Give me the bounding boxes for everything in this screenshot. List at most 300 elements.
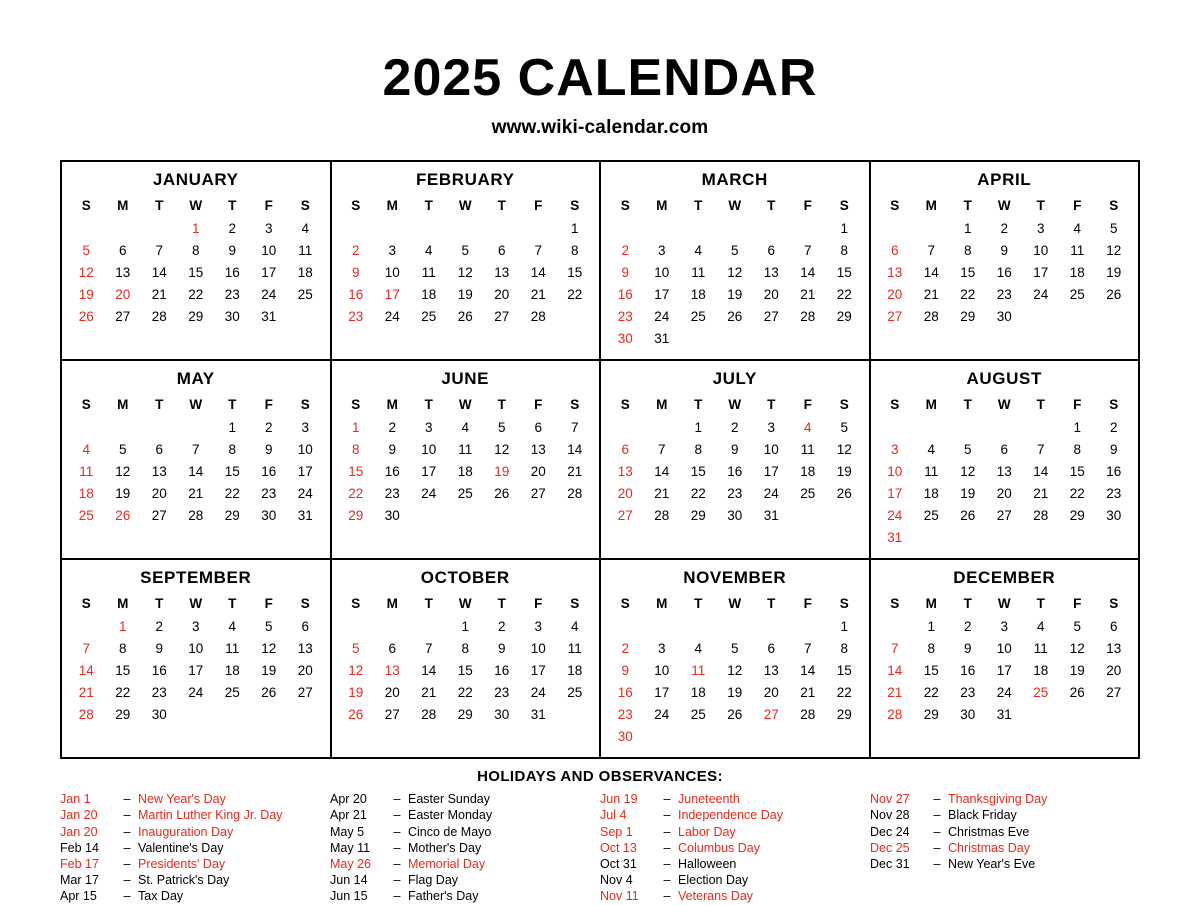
day-cell[interactable]: 19 — [1106, 264, 1122, 280]
day-cell[interactable]: 30 — [261, 507, 277, 523]
day-cell[interactable]: 6 — [890, 242, 899, 258]
day-cell[interactable]: 3 — [890, 441, 899, 457]
day-cell[interactable]: 4 — [927, 441, 935, 457]
day-cell[interactable]: 23 — [617, 308, 633, 324]
day-cell[interactable]: 18 — [78, 485, 94, 501]
day-cell[interactable]: 4 — [570, 618, 579, 634]
day-cell[interactable]: 9 — [1000, 242, 1008, 258]
day-cell[interactable]: 8 — [963, 242, 972, 258]
day-cell[interactable]: 31 — [530, 706, 546, 722]
day-cell[interactable]: 2 — [1109, 419, 1118, 435]
day-cell[interactable]: 23 — [960, 684, 976, 700]
day-cell[interactable]: 23 — [348, 308, 364, 324]
day-cell[interactable]: 17 — [261, 264, 277, 280]
day-cell[interactable]: 14 — [421, 662, 437, 678]
day-cell[interactable]: 26 — [261, 684, 277, 700]
day-cell[interactable]: 9 — [351, 264, 360, 280]
day-cell[interactable]: 8 — [840, 640, 848, 656]
day-cell[interactable]: 15 — [457, 662, 473, 678]
day-cell[interactable]: 7 — [803, 640, 812, 656]
day-cell[interactable]: 5 — [840, 419, 848, 435]
day-cell[interactable]: 11 — [924, 463, 939, 479]
day-cell[interactable]: 30 — [727, 507, 743, 523]
day-cell[interactable]: 2 — [264, 419, 273, 435]
day-cell[interactable]: 23 — [224, 286, 240, 302]
day-cell[interactable]: 11 — [1070, 242, 1085, 258]
day-cell[interactable]: 2 — [730, 419, 739, 435]
day-cell[interactable]: 22 — [188, 286, 204, 302]
day-cell[interactable]: 16 — [617, 684, 633, 700]
day-cell[interactable]: 29 — [690, 507, 706, 523]
day-cell[interactable]: 23 — [617, 706, 633, 722]
day-cell[interactable]: 11 — [691, 662, 706, 678]
day-cell[interactable]: 28 — [567, 485, 583, 501]
day-cell[interactable]: 8 — [694, 441, 702, 457]
day-cell[interactable]: 22 — [836, 684, 852, 700]
day-cell[interactable]: 20 — [384, 684, 400, 700]
day-cell[interactable]: 24 — [887, 507, 903, 523]
day-cell[interactable]: 26 — [115, 507, 131, 523]
day-cell[interactable]: 30 — [617, 728, 633, 744]
day-cell[interactable]: 13 — [996, 463, 1012, 479]
day-cell[interactable]: 19 — [727, 684, 743, 700]
day-cell[interactable]: 21 — [1033, 485, 1049, 501]
day-cell[interactable]: 29 — [836, 706, 852, 722]
day-cell[interactable]: 7 — [534, 242, 542, 258]
day-cell[interactable]: 1 — [927, 618, 935, 634]
day-cell[interactable]: 12 — [1069, 640, 1085, 656]
day-cell[interactable]: 13 — [297, 640, 313, 656]
day-cell[interactable]: 3 — [767, 419, 775, 435]
day-cell[interactable]: 3 — [191, 618, 200, 634]
day-cell[interactable]: 2 — [497, 618, 506, 634]
day-cell[interactable]: 6 — [155, 441, 163, 457]
day-cell[interactable]: 5 — [264, 618, 273, 634]
day-cell[interactable]: 29 — [1069, 507, 1085, 523]
day-cell[interactable]: 27 — [115, 308, 131, 324]
day-cell[interactable]: 8 — [927, 640, 935, 656]
day-cell[interactable]: 19 — [727, 286, 743, 302]
day-cell[interactable]: 24 — [421, 485, 437, 501]
day-cell[interactable]: 12 — [727, 264, 743, 280]
day-cell[interactable]: 25 — [297, 286, 313, 302]
day-cell[interactable]: 24 — [654, 706, 670, 722]
day-cell[interactable]: 24 — [384, 308, 400, 324]
day-cell[interactable]: 10 — [1033, 242, 1049, 258]
day-cell[interactable]: 7 — [570, 419, 579, 435]
day-cell[interactable]: 27 — [617, 507, 633, 523]
day-cell[interactable]: 7 — [424, 640, 433, 656]
day-cell[interactable]: 17 — [996, 662, 1012, 678]
day-cell[interactable]: 27 — [494, 308, 510, 324]
day-cell[interactable]: 19 — [261, 662, 277, 678]
day-cell[interactable]: 2 — [963, 618, 972, 634]
day-cell[interactable]: 28 — [78, 706, 94, 722]
day-cell[interactable]: 26 — [836, 485, 852, 501]
day-cell[interactable]: 31 — [763, 507, 779, 523]
day-cell[interactable]: 26 — [1106, 286, 1122, 302]
day-cell[interactable]: 24 — [297, 485, 313, 501]
day-cell[interactable]: 3 — [1000, 618, 1008, 634]
day-cell[interactable]: 20 — [297, 662, 313, 678]
day-cell[interactable]: 27 — [384, 706, 400, 722]
day-cell[interactable]: 10 — [763, 441, 779, 457]
day-cell[interactable]: 28 — [1033, 507, 1049, 523]
day-cell[interactable]: 14 — [530, 264, 546, 280]
day-cell[interactable]: 10 — [261, 242, 277, 258]
day-cell[interactable]: 11 — [567, 640, 582, 656]
day-cell[interactable]: 29 — [224, 507, 240, 523]
day-cell[interactable]: 20 — [763, 286, 779, 302]
day-cell[interactable]: 16 — [1106, 463, 1122, 479]
day-cell[interactable]: 3 — [534, 618, 542, 634]
day-cell[interactable]: 18 — [1069, 264, 1085, 280]
day-cell[interactable]: 8 — [840, 242, 848, 258]
day-cell[interactable]: 12 — [78, 264, 94, 280]
day-cell[interactable]: 21 — [800, 286, 816, 302]
day-cell[interactable]: 15 — [567, 264, 583, 280]
day-cell[interactable]: 22 — [1069, 485, 1085, 501]
day-cell[interactable]: 7 — [890, 640, 899, 656]
day-cell[interactable]: 24 — [261, 286, 277, 302]
day-cell[interactable]: 15 — [115, 662, 131, 678]
day-cell[interactable]: 16 — [494, 662, 510, 678]
day-cell[interactable]: 27 — [763, 308, 779, 324]
day-cell[interactable]: 17 — [1033, 264, 1049, 280]
day-cell[interactable]: 13 — [530, 441, 546, 457]
day-cell[interactable]: 7 — [657, 441, 666, 457]
day-cell[interactable]: 11 — [79, 463, 94, 479]
day-cell[interactable]: 27 — [996, 507, 1012, 523]
day-cell[interactable]: 1 — [963, 220, 972, 236]
day-cell[interactable]: 16 — [384, 463, 400, 479]
day-cell[interactable]: 6 — [767, 242, 775, 258]
day-cell[interactable]: 10 — [530, 640, 546, 656]
day-cell[interactable]: 12 — [261, 640, 277, 656]
day-cell[interactable]: 19 — [457, 286, 473, 302]
day-cell[interactable]: 10 — [654, 662, 670, 678]
day-cell[interactable]: 25 — [1069, 286, 1085, 302]
day-cell[interactable]: 18 — [690, 286, 706, 302]
day-cell[interactable]: 31 — [297, 507, 313, 523]
day-cell[interactable]: 22 — [923, 684, 939, 700]
day-cell[interactable]: 16 — [261, 463, 277, 479]
day-cell[interactable]: 11 — [421, 264, 436, 280]
day-cell[interactable]: 27 — [151, 507, 167, 523]
day-cell[interactable]: 6 — [1109, 618, 1118, 634]
day-cell[interactable]: 16 — [151, 662, 167, 678]
day-cell[interactable]: 19 — [836, 463, 852, 479]
day-cell[interactable]: 14 — [654, 463, 670, 479]
day-cell[interactable]: 18 — [800, 463, 816, 479]
day-cell[interactable]: 18 — [297, 264, 313, 280]
day-cell[interactable]: 6 — [1000, 441, 1008, 457]
day-cell[interactable]: 1 — [118, 618, 127, 634]
day-cell[interactable]: 16 — [617, 286, 633, 302]
day-cell[interactable]: 6 — [497, 242, 506, 258]
day-cell[interactable]: 20 — [763, 684, 779, 700]
day-cell[interactable]: 19 — [960, 485, 976, 501]
day-cell[interactable]: 20 — [1106, 662, 1122, 678]
day-cell[interactable]: 10 — [421, 441, 437, 457]
day-cell[interactable]: 31 — [887, 529, 903, 545]
day-cell[interactable]: 23 — [996, 286, 1012, 302]
day-cell[interactable]: 4 — [228, 618, 236, 634]
day-cell[interactable]: 25 — [224, 684, 240, 700]
day-cell[interactable]: 22 — [348, 485, 364, 501]
day-cell[interactable]: 13 — [115, 264, 131, 280]
day-cell[interactable]: 2 — [351, 242, 360, 258]
day-cell[interactable]: 13 — [887, 264, 903, 280]
day-cell[interactable]: 19 — [494, 463, 510, 479]
day-cell[interactable]: 2 — [228, 220, 236, 236]
day-cell[interactable]: 29 — [960, 308, 976, 324]
day-cell[interactable]: 31 — [654, 330, 670, 346]
day-cell[interactable]: 9 — [1109, 441, 1118, 457]
day-cell[interactable]: 22 — [457, 684, 473, 700]
day-cell[interactable]: 26 — [1069, 684, 1085, 700]
day-cell[interactable]: 5 — [461, 242, 469, 258]
day-cell[interactable]: 12 — [960, 463, 976, 479]
day-cell[interactable]: 28 — [421, 706, 437, 722]
day-cell[interactable]: 22 — [690, 485, 706, 501]
day-cell[interactable]: 15 — [836, 264, 852, 280]
day-cell[interactable]: 15 — [348, 463, 364, 479]
day-cell[interactable]: 8 — [461, 640, 469, 656]
day-cell[interactable]: 14 — [188, 463, 204, 479]
day-cell[interactable]: 13 — [494, 264, 510, 280]
day-cell[interactable]: 5 — [730, 242, 739, 258]
day-cell[interactable]: 23 — [384, 485, 400, 501]
day-cell[interactable]: 24 — [1033, 286, 1049, 302]
day-cell[interactable]: 29 — [348, 507, 364, 523]
day-cell[interactable]: 1 — [461, 618, 469, 634]
day-cell[interactable]: 4 — [301, 220, 309, 236]
day-cell[interactable]: 13 — [763, 264, 779, 280]
day-cell[interactable]: 9 — [264, 441, 273, 457]
day-cell[interactable]: 26 — [960, 507, 976, 523]
day-cell[interactable]: 3 — [264, 220, 273, 236]
day-cell[interactable]: 24 — [654, 308, 670, 324]
day-cell[interactable]: 26 — [727, 706, 743, 722]
day-cell[interactable]: 28 — [530, 308, 546, 324]
day-cell[interactable]: 15 — [690, 463, 706, 479]
day-cell[interactable]: 1 — [1073, 419, 1081, 435]
day-cell[interactable]: 25 — [690, 308, 706, 324]
day-cell[interactable]: 20 — [617, 485, 633, 501]
day-cell[interactable]: 3 — [657, 640, 666, 656]
day-cell[interactable]: 21 — [78, 684, 94, 700]
day-cell[interactable]: 31 — [261, 308, 277, 324]
day-cell[interactable]: 21 — [151, 286, 167, 302]
day-cell[interactable]: 24 — [188, 684, 204, 700]
day-cell[interactable]: 18 — [923, 485, 939, 501]
day-cell[interactable]: 10 — [996, 640, 1012, 656]
day-cell[interactable]: 4 — [694, 640, 702, 656]
day-cell[interactable]: 21 — [654, 485, 670, 501]
day-cell[interactable]: 17 — [763, 463, 779, 479]
day-cell[interactable]: 18 — [1033, 662, 1049, 678]
day-cell[interactable]: 13 — [617, 463, 633, 479]
day-cell[interactable]: 22 — [224, 485, 240, 501]
day-cell[interactable]: 17 — [188, 662, 204, 678]
day-cell[interactable]: 23 — [727, 485, 743, 501]
day-cell[interactable]: 29 — [457, 706, 473, 722]
day-cell[interactable]: 29 — [115, 706, 131, 722]
day-cell[interactable]: 30 — [1106, 507, 1122, 523]
day-cell[interactable]: 6 — [767, 640, 775, 656]
day-cell[interactable]: 10 — [384, 264, 400, 280]
day-cell[interactable]: 23 — [1106, 485, 1122, 501]
day-cell[interactable]: 13 — [384, 662, 400, 678]
day-cell[interactable]: 9 — [621, 264, 629, 280]
day-cell[interactable]: 12 — [494, 441, 510, 457]
day-cell[interactable]: 26 — [727, 308, 743, 324]
day-cell[interactable]: 28 — [188, 507, 204, 523]
day-cell[interactable]: 15 — [923, 662, 939, 678]
day-cell[interactable]: 25 — [690, 706, 706, 722]
day-cell[interactable]: 16 — [996, 264, 1012, 280]
day-cell[interactable]: 15 — [960, 264, 976, 280]
day-cell[interactable]: 26 — [78, 308, 94, 324]
day-cell[interactable]: 4 — [694, 242, 702, 258]
day-cell[interactable]: 9 — [388, 441, 396, 457]
day-cell[interactable]: 12 — [457, 264, 473, 280]
day-cell[interactable]: 11 — [800, 441, 815, 457]
day-cell[interactable]: 10 — [188, 640, 204, 656]
day-cell[interactable]: 9 — [155, 640, 163, 656]
day-cell[interactable]: 11 — [298, 242, 313, 258]
day-cell[interactable]: 21 — [530, 286, 546, 302]
day-cell[interactable]: 29 — [923, 706, 939, 722]
day-cell[interactable]: 28 — [151, 308, 167, 324]
day-cell[interactable]: 17 — [654, 684, 670, 700]
day-cell[interactable]: 13 — [1106, 640, 1122, 656]
day-cell[interactable]: 1 — [191, 220, 200, 236]
day-cell[interactable]: 14 — [800, 264, 816, 280]
day-cell[interactable]: 1 — [840, 618, 848, 634]
day-cell[interactable]: 21 — [421, 684, 437, 700]
day-cell[interactable]: 28 — [800, 706, 816, 722]
day-cell[interactable]: 4 — [1073, 220, 1081, 236]
day-cell[interactable]: 18 — [421, 286, 437, 302]
day-cell[interactable]: 21 — [800, 684, 816, 700]
day-cell[interactable]: 30 — [617, 330, 633, 346]
day-cell[interactable]: 24 — [530, 684, 546, 700]
day-cell[interactable]: 8 — [351, 441, 360, 457]
day-cell[interactable]: 30 — [494, 706, 510, 722]
day-cell[interactable]: 8 — [1073, 441, 1081, 457]
day-cell[interactable]: 30 — [151, 706, 167, 722]
day-cell[interactable]: 17 — [530, 662, 546, 678]
day-cell[interactable]: 13 — [151, 463, 167, 479]
day-cell[interactable]: 2 — [388, 419, 396, 435]
day-cell[interactable]: 30 — [384, 507, 400, 523]
day-cell[interactable]: 14 — [800, 662, 816, 678]
day-cell[interactable]: 17 — [297, 463, 313, 479]
day-cell[interactable]: 12 — [727, 662, 743, 678]
day-cell[interactable]: 3 — [424, 419, 433, 435]
day-cell[interactable]: 20 — [151, 485, 167, 501]
day-cell[interactable]: 8 — [570, 242, 579, 258]
day-cell[interactable]: 18 — [690, 684, 706, 700]
day-cell[interactable]: 3 — [388, 242, 396, 258]
day-cell[interactable]: 5 — [1073, 618, 1081, 634]
day-cell[interactable]: 9 — [730, 441, 739, 457]
day-cell[interactable]: 11 — [225, 640, 240, 656]
day-cell[interactable]: 11 — [1033, 640, 1048, 656]
day-cell[interactable]: 15 — [188, 264, 204, 280]
day-cell[interactable]: 29 — [188, 308, 204, 324]
day-cell[interactable]: 25 — [800, 485, 816, 501]
day-cell[interactable]: 9 — [621, 662, 629, 678]
day-cell[interactable]: 2 — [1000, 220, 1008, 236]
day-cell[interactable]: 2 — [621, 640, 629, 656]
day-cell[interactable]: 19 — [348, 684, 364, 700]
day-cell[interactable]: 16 — [960, 662, 976, 678]
day-cell[interactable]: 1 — [570, 220, 579, 236]
day-cell[interactable]: 1 — [694, 419, 702, 435]
day-cell[interactable]: 3 — [657, 242, 666, 258]
day-cell[interactable]: 17 — [384, 286, 400, 302]
day-cell[interactable]: 7 — [191, 441, 200, 457]
day-cell[interactable]: 9 — [497, 640, 506, 656]
day-cell[interactable]: 27 — [763, 706, 779, 722]
day-cell[interactable]: 5 — [118, 441, 127, 457]
day-cell[interactable]: 21 — [923, 286, 939, 302]
day-cell[interactable]: 22 — [836, 286, 852, 302]
day-cell[interactable]: 25 — [923, 507, 939, 523]
day-cell[interactable]: 15 — [224, 463, 240, 479]
day-cell[interactable]: 25 — [421, 308, 437, 324]
day-cell[interactable]: 2 — [155, 618, 163, 634]
day-cell[interactable]: 2 — [621, 242, 629, 258]
day-cell[interactable]: 14 — [151, 264, 167, 280]
day-cell[interactable]: 17 — [421, 463, 437, 479]
day-cell[interactable]: 26 — [457, 308, 473, 324]
day-cell[interactable]: 5 — [497, 419, 506, 435]
day-cell[interactable]: 16 — [348, 286, 364, 302]
day-cell[interactable]: 28 — [887, 706, 903, 722]
day-cell[interactable]: 14 — [78, 662, 94, 678]
day-cell[interactable]: 15 — [836, 662, 852, 678]
day-cell[interactable]: 7 — [1036, 441, 1045, 457]
day-cell[interactable]: 5 — [351, 640, 360, 656]
day-cell[interactable]: 16 — [727, 463, 743, 479]
day-cell[interactable]: 8 — [118, 640, 127, 656]
day-cell[interactable]: 20 — [996, 485, 1012, 501]
day-cell[interactable]: 18 — [567, 662, 583, 678]
day-cell[interactable]: 20 — [494, 286, 510, 302]
day-cell[interactable]: 30 — [960, 706, 976, 722]
day-cell[interactable]: 17 — [654, 286, 670, 302]
day-cell[interactable]: 12 — [1106, 242, 1122, 258]
day-cell[interactable]: 19 — [78, 286, 94, 302]
day-cell[interactable]: 28 — [654, 507, 670, 523]
day-cell[interactable]: 23 — [151, 684, 167, 700]
day-cell[interactable]: 19 — [1069, 662, 1085, 678]
day-cell[interactable]: 16 — [224, 264, 240, 280]
day-cell[interactable]: 1 — [228, 419, 236, 435]
day-cell[interactable]: 10 — [297, 441, 313, 457]
day-cell[interactable]: 25 — [457, 485, 473, 501]
day-cell[interactable]: 7 — [927, 242, 935, 258]
day-cell[interactable]: 26 — [494, 485, 510, 501]
day-cell[interactable]: 26 — [348, 706, 364, 722]
day-cell[interactable]: 4 — [803, 419, 812, 435]
day-cell[interactable]: 29 — [836, 308, 852, 324]
day-cell[interactable]: 24 — [996, 684, 1012, 700]
